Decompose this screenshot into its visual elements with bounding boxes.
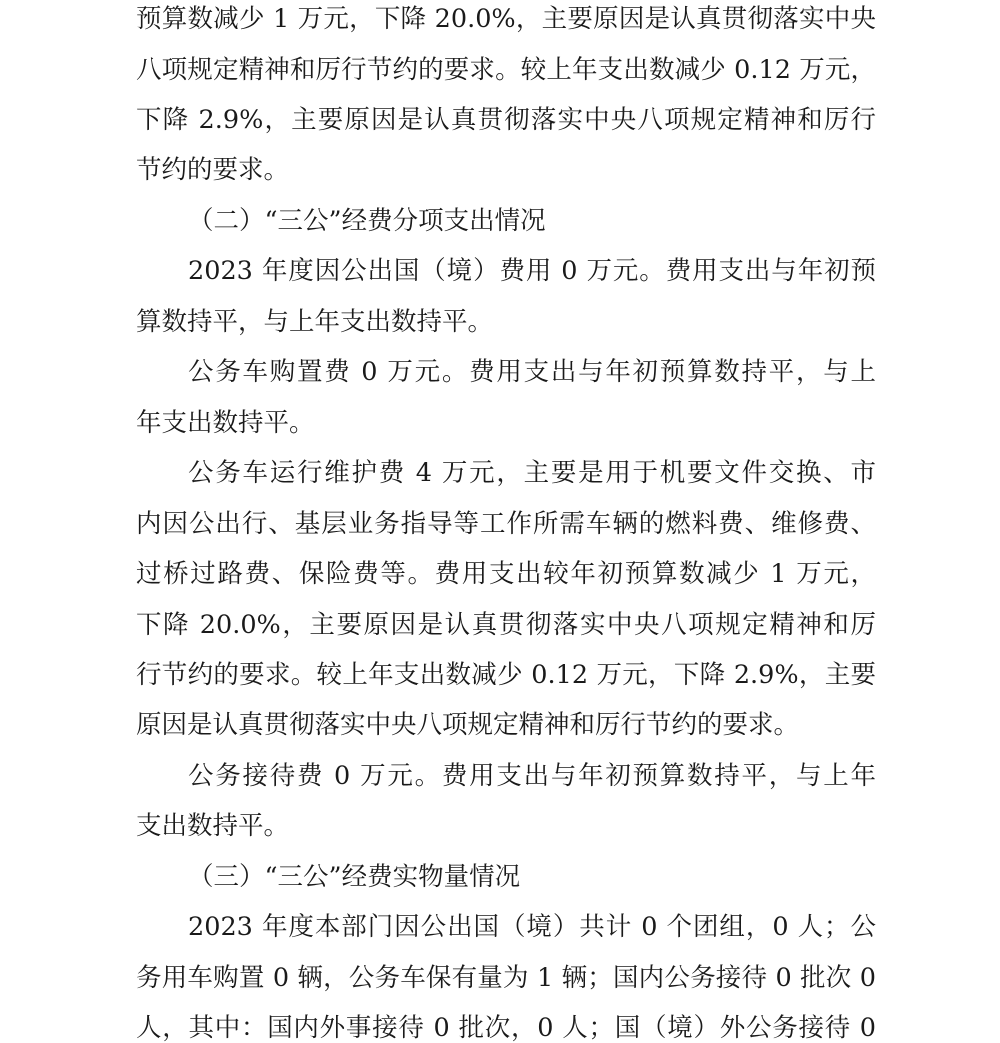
text-line: 行节约的要求。较上年支出数减少 0.12 万元，下降 2.9%，主要 [136,660,876,690]
text-line: 务用车购置 0 辆，公务车保有量为 1 辆；国内公务接待 0 批次 0 [136,963,876,993]
text-line: 支出数持平。 [136,811,290,841]
section-heading: （二）“三公”经费分项支出情况 [188,206,546,236]
text-line: 预算数减少 1 万元，下降 20.0%，主要原因是认真贯彻落实中央 [136,4,876,34]
text-line: 下降 20.0%，主要原因是认真贯彻落实中央八项规定精神和厉 [136,610,876,640]
text-line: 过桥过路费、保险费等。费用支出较年初预算数减少 1 万元， [136,559,876,589]
text-line: 人，其中：国内外事接待 0 批次，0 人；国（境）外公务接待 0 [136,1013,876,1043]
text-line: 下降 2.9%，主要原因是认真贯彻落实中央八项规定精神和厉行 [136,105,876,135]
text-line: 公务车购置费 0 万元。费用支出与年初预算数持平，与上 [188,357,876,387]
text-line: 原因是认真贯彻落实中央八项规定精神和厉行节约的要求。 [136,710,800,740]
text-line: 八项规定精神和厉行节约的要求。较上年支出数减少 0.12 万元， [136,55,876,85]
text-line: 年支出数持平。 [136,408,315,438]
text-line: 算数持平，与上年支出数持平。 [136,307,494,337]
text-line: 公务车运行维护费 4 万元，主要是用于机要文件交换、市 [188,458,876,488]
text-line: 节约的要求。 [136,155,290,185]
section-heading: （三）“三公”经费实物量情况 [188,862,521,892]
text-line: 2023 年度因公出国（境）费用 0 万元。费用支出与年初预 [188,256,876,286]
text-line: 公务接待费 0 万元。费用支出与年初预算数持平，与上年 [188,761,876,791]
text-line: 2023 年度本部门因公出国（境）共计 0 个团组，0 人；公 [188,912,876,942]
text-line: 内因公出行、基层业务指导等工作所需车辆的燃料费、维修费、 [136,509,876,539]
